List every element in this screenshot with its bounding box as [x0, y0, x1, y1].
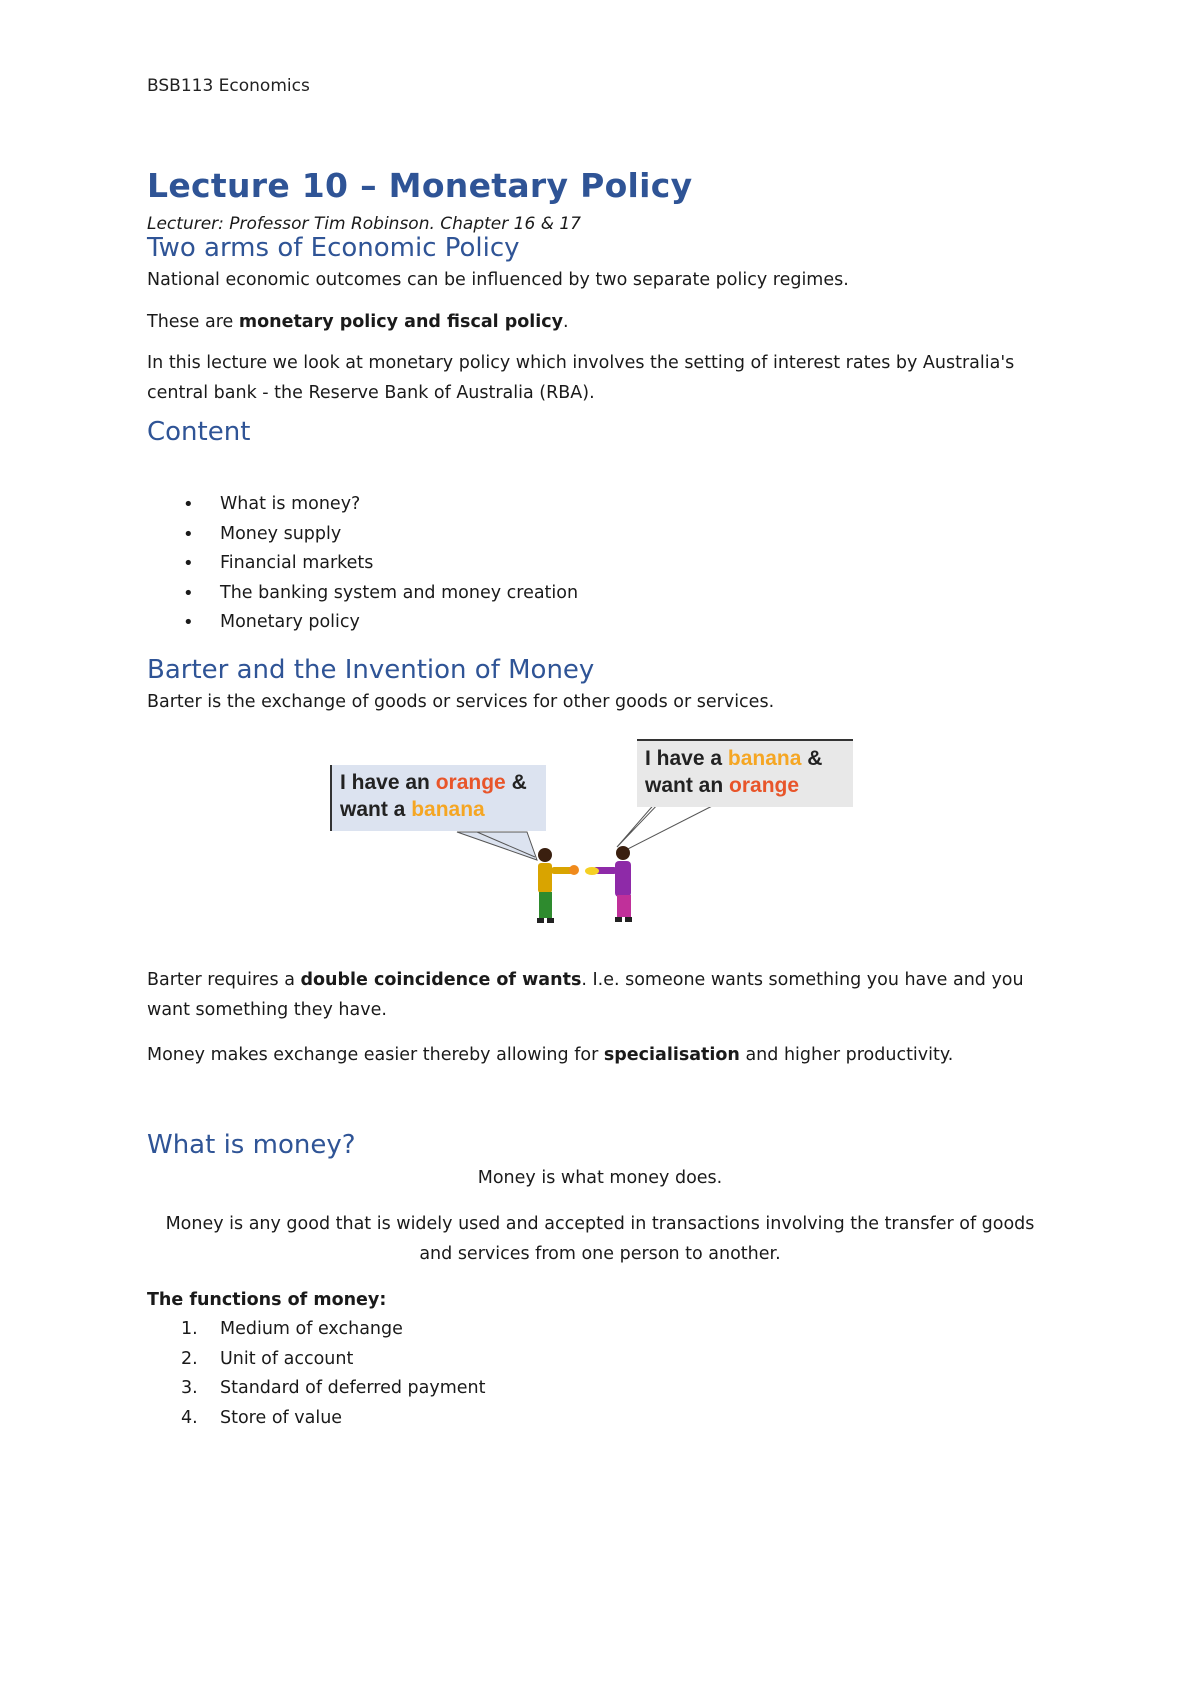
barter-illustration: [327, 735, 887, 935]
heading-barter: Barter and the Invention of Money: [147, 655, 595, 685]
paragraph-policy-regimes: National economic outcomes can be influenced by two separate policy regimes.: [147, 270, 849, 290]
paragraph-money-quote: Money is what money does.: [477, 1168, 723, 1188]
paragraph-double-coincidence: Barter requires a double coincidence of wants. I.e. someone wants something you have and you want something they have.: [147, 970, 1024, 1020]
document-subtitle: Lecturer: Professor Tim Robinson. Chapter 16 & 17: [147, 214, 581, 234]
speech-bubble-right: I have a banana & want an orange: [637, 739, 853, 807]
document-title: Lecture 10 – Monetary Policy: [147, 166, 693, 205]
heading-what-is-money: What is money?: [147, 1130, 356, 1160]
paragraph-policy-types: These are monetary policy and fiscal policy.: [147, 312, 569, 332]
functions-list: [147, 1315, 486, 1433]
list-item: 4. Store of value: [181, 1407, 343, 1428]
paragraph-barter-definition: Barter is the exchange of goods or services for other goods or services.: [147, 692, 775, 712]
list-item: • Money supply: [147, 520, 578, 550]
list-item: • What is money?: [147, 490, 578, 520]
speech-bubble-left: I have an orange & want a banana: [330, 765, 546, 831]
heading-content: Content: [147, 417, 251, 447]
list-item: 3. Standard of deferred payment: [181, 1378, 486, 1398]
running-header: BSB113 Economics: [147, 76, 310, 96]
list-item: • Financial markets: [147, 549, 578, 579]
left-person-figure: [537, 848, 579, 923]
bold-policy-types: monetary policy and fiscal policy: [238, 312, 564, 332]
heading-two-arms: Two arms of Economic Policy: [147, 233, 520, 263]
paragraph-rba: In this lecture we look at monetary policy which involves the setting of interest rates by Australia's central bank - the Reserve Bank of Australia (RBA).: [147, 353, 1015, 403]
list-item: 2. Unit of account: [181, 1348, 354, 1369]
right-person-figure: [585, 846, 632, 922]
functions-label: The functions of money:: [147, 1290, 387, 1310]
list-item: 1. Medium of exchange: [181, 1319, 403, 1339]
list-item: • The banking system and money creation: [147, 579, 578, 609]
content-list: [147, 490, 578, 638]
list-item: • Monetary policy: [147, 608, 578, 638]
paragraph-specialisation: Money makes exchange easier thereby allowing for specialisation and higher productivity.: [147, 1045, 954, 1065]
paragraph-money-definition: Money is any good that is widely used and accepted in transactions involving the transfer of goods and services from one person to another.: [165, 1214, 1035, 1264]
